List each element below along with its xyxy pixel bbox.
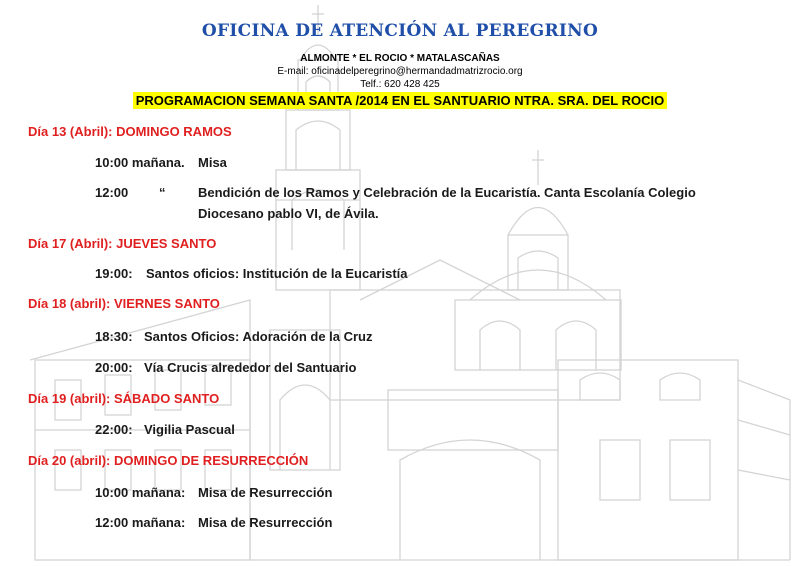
item-time: 22:00:: [95, 422, 133, 437]
item-time: 18:30:: [95, 329, 133, 344]
day-heading: Día 17 (Abril): JUEVES SANTO: [28, 236, 217, 251]
item-time: 19:00:: [95, 266, 133, 281]
places-line: ALMONTE * EL ROCIO * MATALASCAÑAS: [300, 53, 500, 64]
item-desc: Vía Crucis alrededor del Santuario: [144, 360, 357, 375]
email-line: E-mail: oficinadelperegrino@hermandadmatrizrocio.org: [277, 66, 523, 77]
item-desc: Bendición de los Ramos y Celebración de la Eucaristía. Canta Escolanía Colegio: [198, 185, 696, 200]
schedule-item: [95, 360, 356, 375]
item-ditto: “: [159, 185, 166, 200]
item-desc: Misa de Resurrección: [198, 515, 333, 530]
schedule-item: [95, 266, 408, 281]
page-title: OFICINA DE ATENCIÓN AL PEREGRINO: [201, 21, 599, 41]
day-heading: Día 19 (abril): SÁBADO SANTO: [28, 391, 220, 406]
item-time: 10:00 mañana.: [95, 155, 185, 170]
day-heading: Día 13 (Abril): DOMINGO RAMOS: [28, 124, 232, 139]
item-desc: Misa de Resurrección: [198, 485, 333, 500]
item-time: 12:00: [95, 185, 129, 200]
day-heading: Día 20 (abril): DOMINGO DE RESURRECCIÓN: [28, 453, 309, 468]
schedule-item: [95, 422, 235, 437]
item-desc: Misa: [198, 155, 227, 170]
item-desc: Vigilia Pascual: [144, 422, 235, 437]
item-time: 20:00:: [95, 360, 133, 375]
program-banner: PROGRAMACION SEMANA SANTA /2014 EN EL SANTUARIO NTRA. SRA. DEL ROCIO: [133, 92, 667, 109]
item-desc: Santos oficios: Institución de la Eucaristía: [146, 266, 408, 281]
schedule-item: [95, 485, 332, 500]
schedule-item: [95, 155, 227, 170]
schedule-item: [95, 515, 332, 530]
schedule-item: [95, 329, 373, 344]
phone-line: Telf.: 620 428 425: [360, 79, 440, 90]
banner-wrap: [0, 92, 800, 110]
day-heading: Día 18 (abril): VIERNES SANTO: [28, 296, 220, 311]
item-time: 10:00 mañana:: [95, 485, 186, 500]
schedule-item: [95, 185, 696, 200]
item-desc-continued: Diocesano pablo VI, de Ávila.: [198, 206, 379, 221]
item-desc: Santos Oficios: Adoración de la Cruz: [144, 329, 373, 344]
item-time: 12:00 mañana:: [95, 515, 186, 530]
